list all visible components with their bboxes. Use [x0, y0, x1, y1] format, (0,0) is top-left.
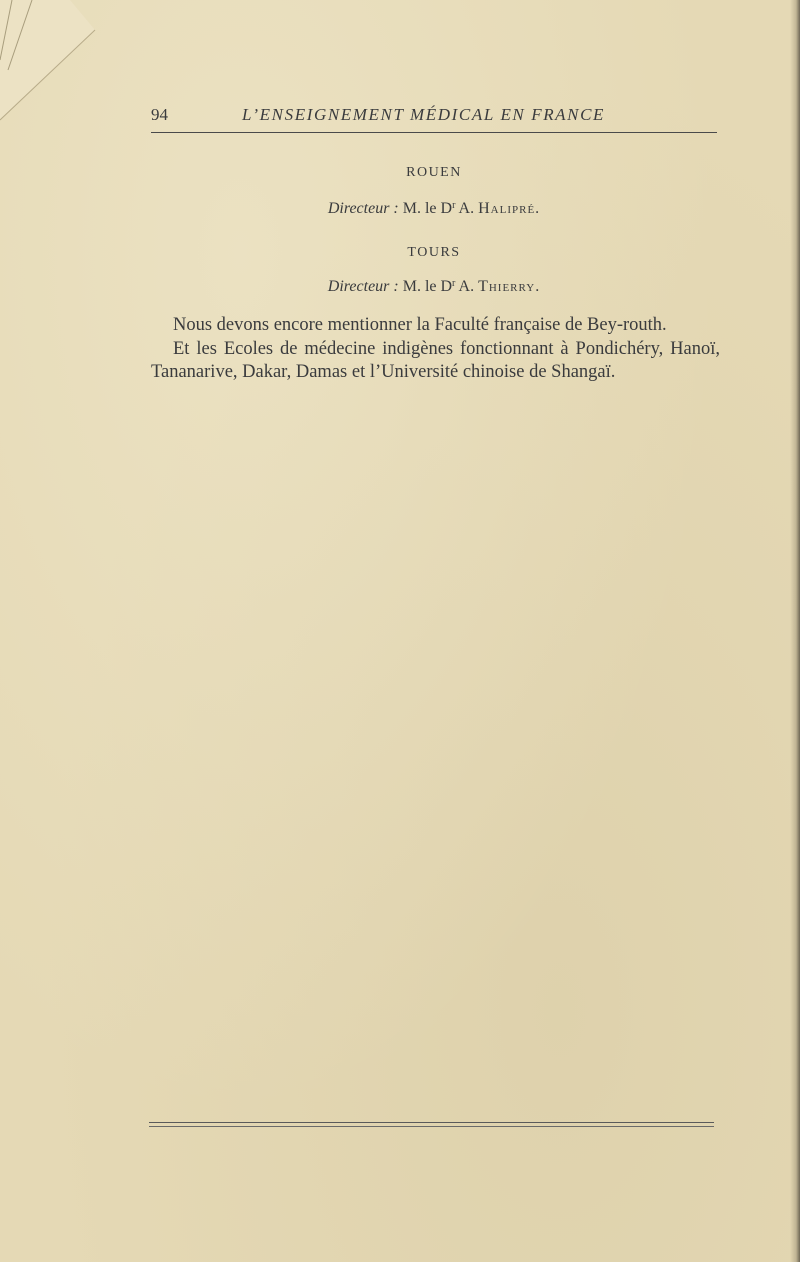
- director-label: Directeur :: [327, 200, 399, 217]
- section-heading-rouen: ROUEN: [406, 165, 462, 180]
- director-title: M. le D: [402, 278, 453, 295]
- bottom-rule-lower: [149, 1126, 714, 1127]
- director-initial: A.: [458, 278, 475, 295]
- page-right-edge-shadow: [790, 0, 800, 1262]
- page-number: 94: [151, 105, 168, 124]
- director-line-tours: [151, 274, 717, 297]
- page-corner-fold: [0, 0, 100, 140]
- director-surname: Thierry.: [478, 278, 541, 295]
- paragraph-ecoles: Et les Ecoles de médecine indigènes fonctionnant à Pondichéry, Hanoï, Tananarive, Dakar, Damas et l’Université chinoise de Shangaï.: [151, 338, 720, 382]
- section-heading-tours: TOURS: [407, 245, 461, 260]
- running-head: [151, 104, 717, 130]
- director-title-superscript: r: [452, 278, 456, 289]
- running-title: L’ENSEIGNEMENT MÉDICAL EN FRANCE: [242, 105, 606, 124]
- header-rule: [151, 132, 717, 133]
- bottom-double-rule: [149, 1122, 714, 1130]
- director-initial: A.: [458, 200, 475, 217]
- director-title: M. le D: [402, 200, 453, 217]
- director-surname: Halipré.: [478, 200, 541, 217]
- bottom-rule-upper: [149, 1122, 714, 1123]
- director-label: Directeur :: [327, 278, 399, 295]
- body-text: [151, 314, 720, 385]
- director-title-superscript: r: [452, 200, 456, 211]
- paragraph-beyrouth: Nous devons encore mentionner la Faculté française de Bey-routh.: [173, 315, 667, 335]
- director-line-rouen: [151, 196, 717, 219]
